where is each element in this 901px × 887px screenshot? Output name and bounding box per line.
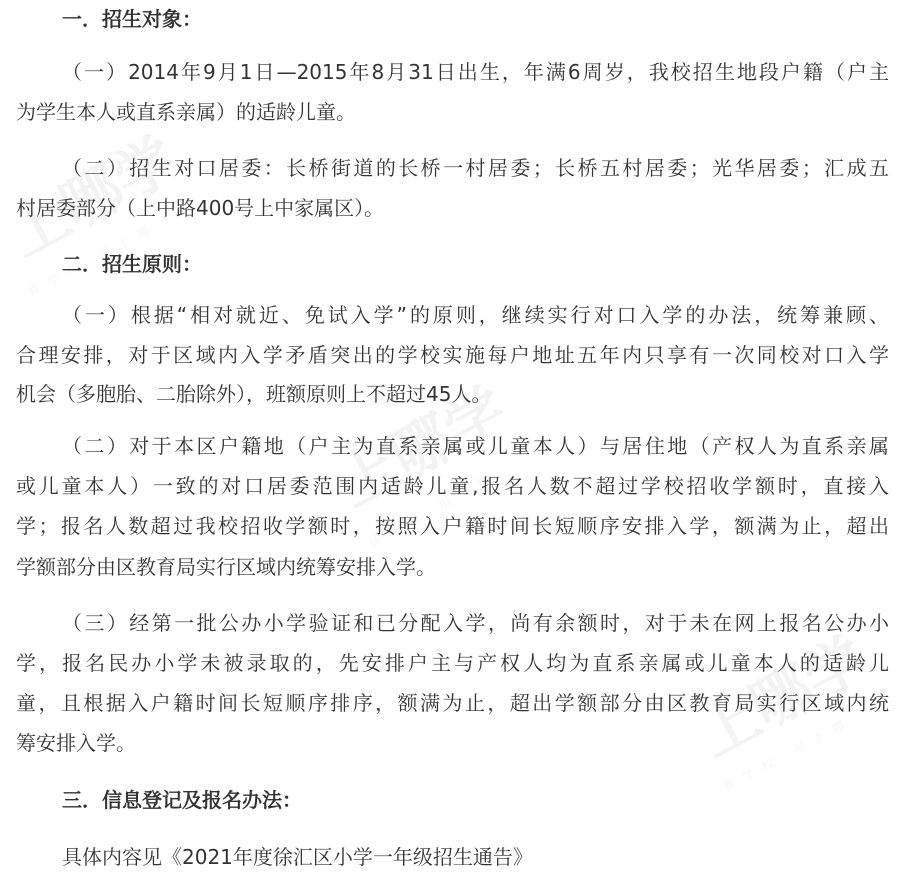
paragraph-line: （一）2014年9月1日—2015年8月31日出生，年满6周岁，我校招生地段户籍（户主	[62, 60, 889, 84]
paragraph-line: 学，报名民办小学未被录取的，先安排户主与产权人均为直系亲属或儿童本人的适龄儿	[16, 651, 889, 675]
paragraph-line: 学；报名人数超过我校招收学额时，按照入户籍时间长短顺序安排入学，额满为止，超出	[16, 514, 889, 538]
paragraph-line: （二）招生对口居委：长桥街道的长桥一村居委；长桥五村居委；光华居委；汇成五	[62, 156, 889, 180]
watermark-subtext	[720, 712, 857, 795]
paragraph-line: 童，且根据入户籍时间长短顺序排序，额满为止，超出学额部分由区教育局实行区域内统	[16, 691, 889, 715]
paragraph-line: 机会（多胞胎、二胎除外），班额原则上不超过45人。	[16, 382, 492, 406]
paragraph-line: 学额部分由区教育局实行区域内统筹安排入学。	[16, 555, 436, 579]
paragraph-line: 具体内容见《2021年度徐汇区小学一年级招生通告》	[62, 845, 533, 869]
paragraph-line: 合理安排，对于区域内入学矛盾突出的学校实施每户地址五年内只享有一次同校对口入学	[16, 343, 889, 367]
section-heading-3: 三．信息登记及报名办法：	[62, 788, 302, 812]
paragraph-line: （三）经第一批公办小学验证和已分配入学，尚有余额时，对于未在网上报名公办小	[62, 611, 889, 635]
section-heading-2: 二．招生原则：	[62, 252, 202, 276]
paragraph-line: （二）对于本区户籍地（户主为直系亲属或儿童本人）与居住地（产权人为直系亲属	[62, 434, 889, 458]
paragraph-line: 为学生本人或直系亲属）的适龄儿童。	[16, 100, 356, 124]
section-heading-1: 一．招生对象：	[62, 7, 202, 31]
paragraph-line: 村居委部分（上中路400号上中家属区）。	[16, 196, 385, 220]
paragraph-line: 筹安排入学。	[16, 731, 136, 755]
paragraph-line: （一）根据“相对就近、免试入学”的原则，继续实行对口入学的办法，统筹兼顾、	[62, 303, 889, 327]
paragraph-line: 或儿童本人）一致的对口居委范围内适龄儿童,报名人数不超过学校招收学额时，直接入	[16, 474, 889, 498]
